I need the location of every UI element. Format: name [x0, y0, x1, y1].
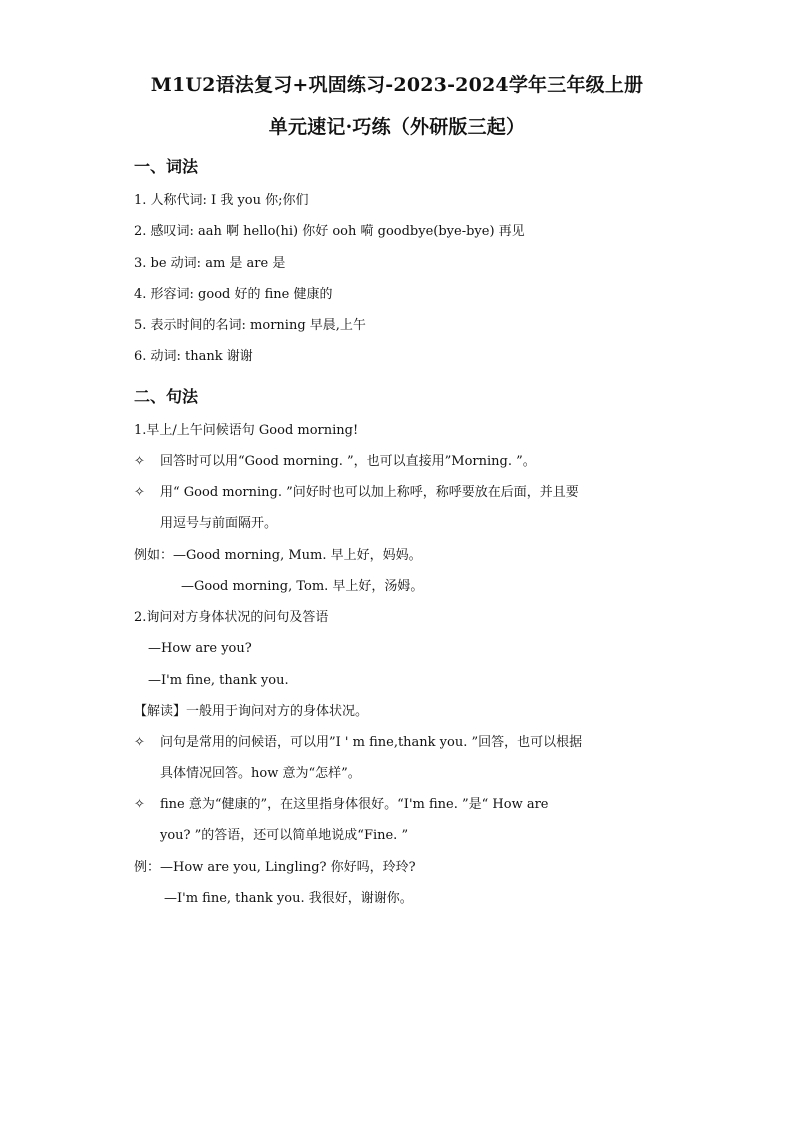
document-title-line1: M1U2语法复习+巩固练习-2023-2024学年三年级上册 [150, 74, 644, 96]
syntax-point-2-title: 2.询问对方身体状况的问句及答语 [134, 610, 329, 625]
lexis-item-3: 3. be 动词: am 是 are 是 [134, 256, 286, 271]
syntax-point-1-bullet-1 [134, 454, 536, 470]
syntax-point-2-bullet-1 [134, 735, 582, 751]
lexis-item-4: 4. 形容词: good 好的 fine 健康的 [134, 287, 333, 302]
dialogue-question: —How are you? [148, 641, 252, 656]
syntax-point-2-bullet-2-continued: you? ”的答语，还可以简单地说成“Fine. ” [160, 828, 409, 843]
syntax-point-2-bullet-1-continued: 具体情况回答。how 意为“怎样”。 [160, 766, 361, 781]
syntax-point-1-bullet-2 [134, 485, 579, 501]
document-title-line2: 单元速记·巧练（外研版三起） [268, 116, 526, 138]
syntax-point-1-title: 1.早上/上午问候语句 Good morning! [134, 423, 359, 438]
diamond-bullet-icon: ✧ [134, 735, 145, 750]
example-line: —I'm fine, thank you. 我很好，谢谢你。 [164, 891, 413, 906]
syntax-point-1-bullet-2-continued: 用逗号与前面隔开。 [160, 516, 278, 531]
lexis-item-1: 1. 人称代词: I 我 you 你;你们 [134, 193, 309, 208]
bullet-text: fine 意为“健康的”，在这里指身体很好。“I'm fine. ”是“ How are [160, 797, 549, 812]
diamond-bullet-icon: ✧ [134, 797, 145, 812]
section-heading-syntax: 二、句法 [134, 387, 199, 406]
section-heading-lexis: 一、词法 [134, 157, 199, 176]
bullet-text: 回答时可以用“Good morning. ”，也可以直接用”Morning. ”。 [160, 454, 536, 469]
interpretation-note: 【解读】一般用于询问对方的身体状况。 [134, 704, 369, 719]
diamond-bullet-icon: ✧ [134, 485, 145, 500]
lexis-item-2: 2. 感叹词: aah 啊 hello(hi) 你好 ooh 嗬 goodbye(bye-bye) 再见 [134, 224, 525, 239]
dialogue-answer: —I'm fine, thank you. [148, 673, 289, 688]
example-line: —Good morning, Tom. 早上好，汤姆。 [181, 579, 424, 594]
bullet-text: 用“ Good morning. ”问好时也可以加上称呼，称呼要放在后面，并且要 [160, 485, 579, 500]
lexis-item-5: 5. 表示时间的名词: morning 早晨,上午 [134, 318, 366, 333]
example-line: 例如：—Good morning, Mum. 早上好，妈妈。 [134, 548, 422, 563]
bullet-text: 问句是常用的问候语，可以用”I ' m fine,thank you. ”回答，也可以根据 [160, 735, 583, 750]
example-line: 例：—How are you, Lingling? 你好吗，玲玲? [134, 860, 416, 875]
syntax-point-2-bullet-2 [134, 797, 548, 813]
diamond-bullet-icon: ✧ [134, 454, 145, 469]
lexis-item-6: 6. 动词: thank 谢谢 [134, 349, 253, 364]
